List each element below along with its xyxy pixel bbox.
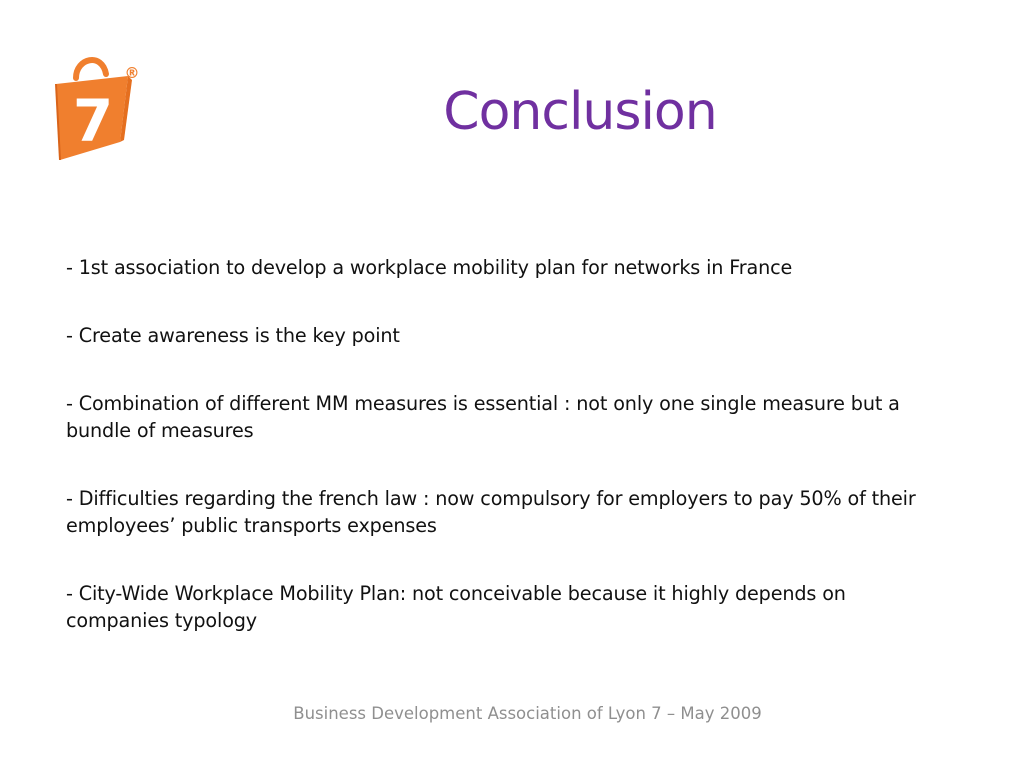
footer-text: Business Development Association of Lyon 7 – May 2009 <box>293 704 762 723</box>
bullet-list <box>66 254 996 634</box>
bullet-item: - City-Wide Workplace Mobility Plan: not conceivable because it highly depends on companies typology <box>66 582 846 632</box>
page-title: Conclusion <box>443 82 717 142</box>
bullet-item: - Difficulties regarding the french law : now compulsory for employers to pay 50% of their employees’ public transports expenses <box>66 487 916 537</box>
shopping-bag-logo <box>46 44 146 162</box>
bullet-item: - Create awareness is the key point <box>66 324 400 347</box>
registered-mark: ® <box>124 64 140 82</box>
logo-digit: 7 <box>72 87 114 155</box>
bullet-item: - Combination of different MM measures is essential : not only one single measure but a bundle of measures <box>66 392 900 442</box>
shopping-bag-icon <box>46 44 146 162</box>
bullet-item: - 1st association to develop a workplace mobility plan for networks in France <box>66 256 793 279</box>
